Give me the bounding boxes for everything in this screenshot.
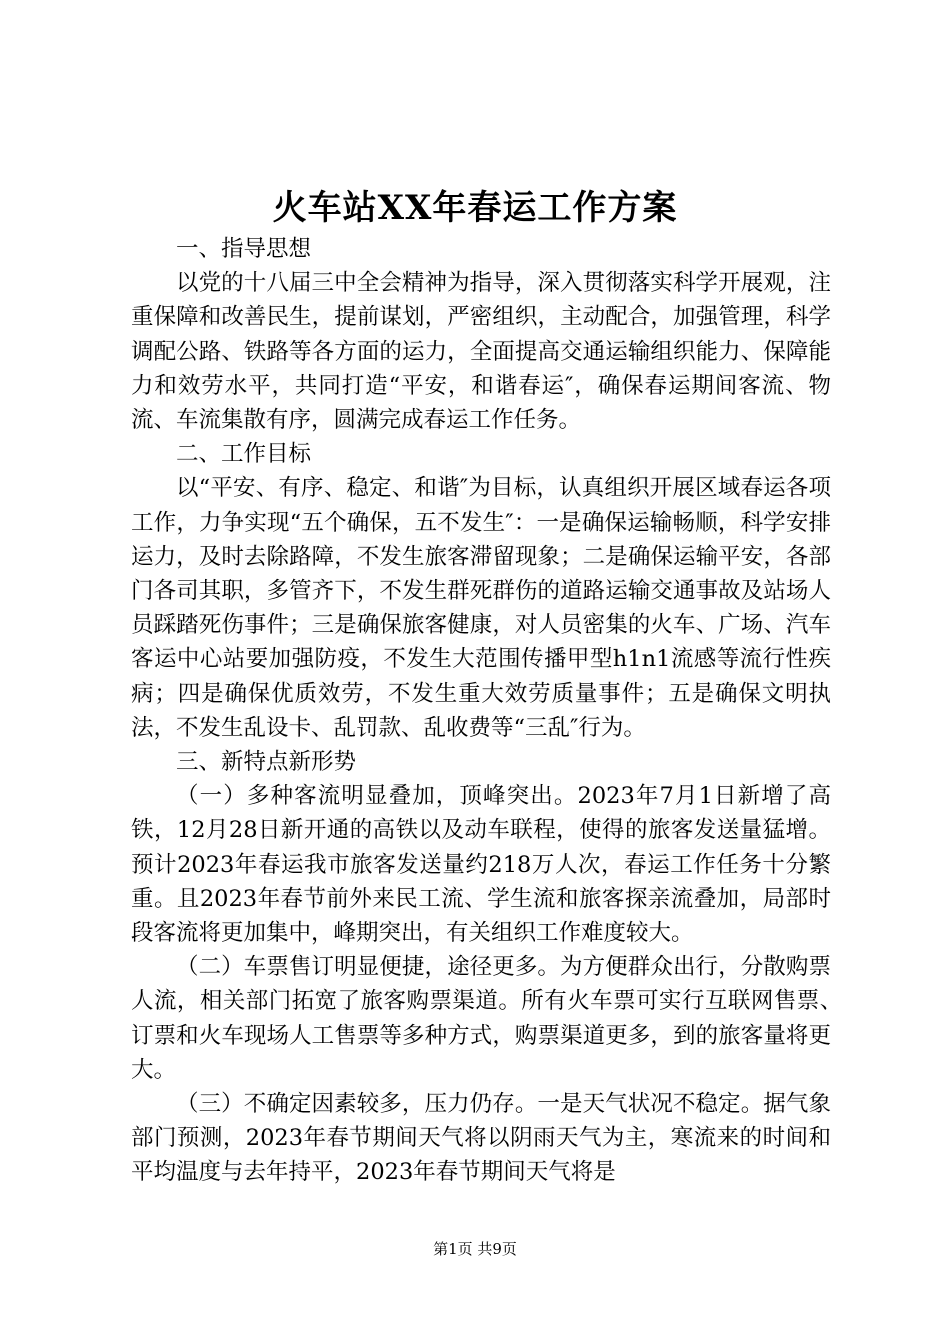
page-number-footer: 第1页 共9页 — [433, 1240, 517, 1258]
paragraph: （二）车票售订明显便捷，途径更多。为方便群众出行，分散购票人流，相关部门拓宽了旅客购票渠道。所有火车票可实行互联网售票、 订票和火车现场人工售票等多种方式，购票渠道更多，到的旅客量将更大。 — [131, 954, 877, 1083]
paragraph: 以“平安、有序、稳定、和谐″为目标，认真组织开展区域春运各项工作，力争实现“五个确保，五不发生″：一是确保运输畅顺，科学安排运力，及时去除路障，不发生旅客滞留现象；二是确保运输平安，各部门各司其职，多管齐下，不发生群死群伤的道路运输交通事故及站场人员踩踏死伤事件；三是确保旅客健康，对人员密集的火车、广场、汽车客运中心站要加强防疫，不发生大范围传播甲型h1n1流感等流行性疾病；四是确保优质效劳，不发生重大效劳质量事件；五是确保文明执法，不发生乱设卡、乱罚款、乱收费等“三乱″行为。 — [131, 475, 831, 741]
section-heading: 三、新特点新形势 — [176, 749, 357, 776]
paragraph: （一）多种客流明显叠加，顶峰突出。2023年7月1日新增了高铁，12月28日新开通的高铁以及动车联程，使得的旅客发送量猛增。预计2023年春运我市旅客发送量约218万人次，春运工作任务十分繁重。且2023年春节前外来民工流、学生流和旅客探亲流叠加，局部时段客流将更加集中，峰期突出，有关组织工作难度较大。 — [131, 783, 831, 947]
document-title: 火车站XX年春运工作方案 — [272, 188, 678, 228]
paragraph: （三）不确定因素较多，压力仍存。一是天气状况不稳定。据气象部门预测，2023年春节期间天气将以阴雨天气为主，寒流来的时间和平均温度与去年持平，2023年春节期间天气将是 — [131, 1091, 831, 1186]
paragraph: 以党的十八届三中全会精神为指导，深入贯彻落实科学开展观，注重保障和改善民生，提前谋划，严密组织，主动配合，加强管理，科学调配公路、铁路等各方面的运力，全面提高交通运输组织能力、保障能力和效劳水平，共同打造“平安，和谐春运″，确保春运期间客流、物流、车流集散有序，圆满完成春运工作任务。 — [131, 270, 831, 434]
document-body — [131, 232, 877, 1190]
section-heading: 一、指导思想 — [176, 236, 312, 262]
section-heading: 二、工作目标 — [176, 441, 312, 468]
